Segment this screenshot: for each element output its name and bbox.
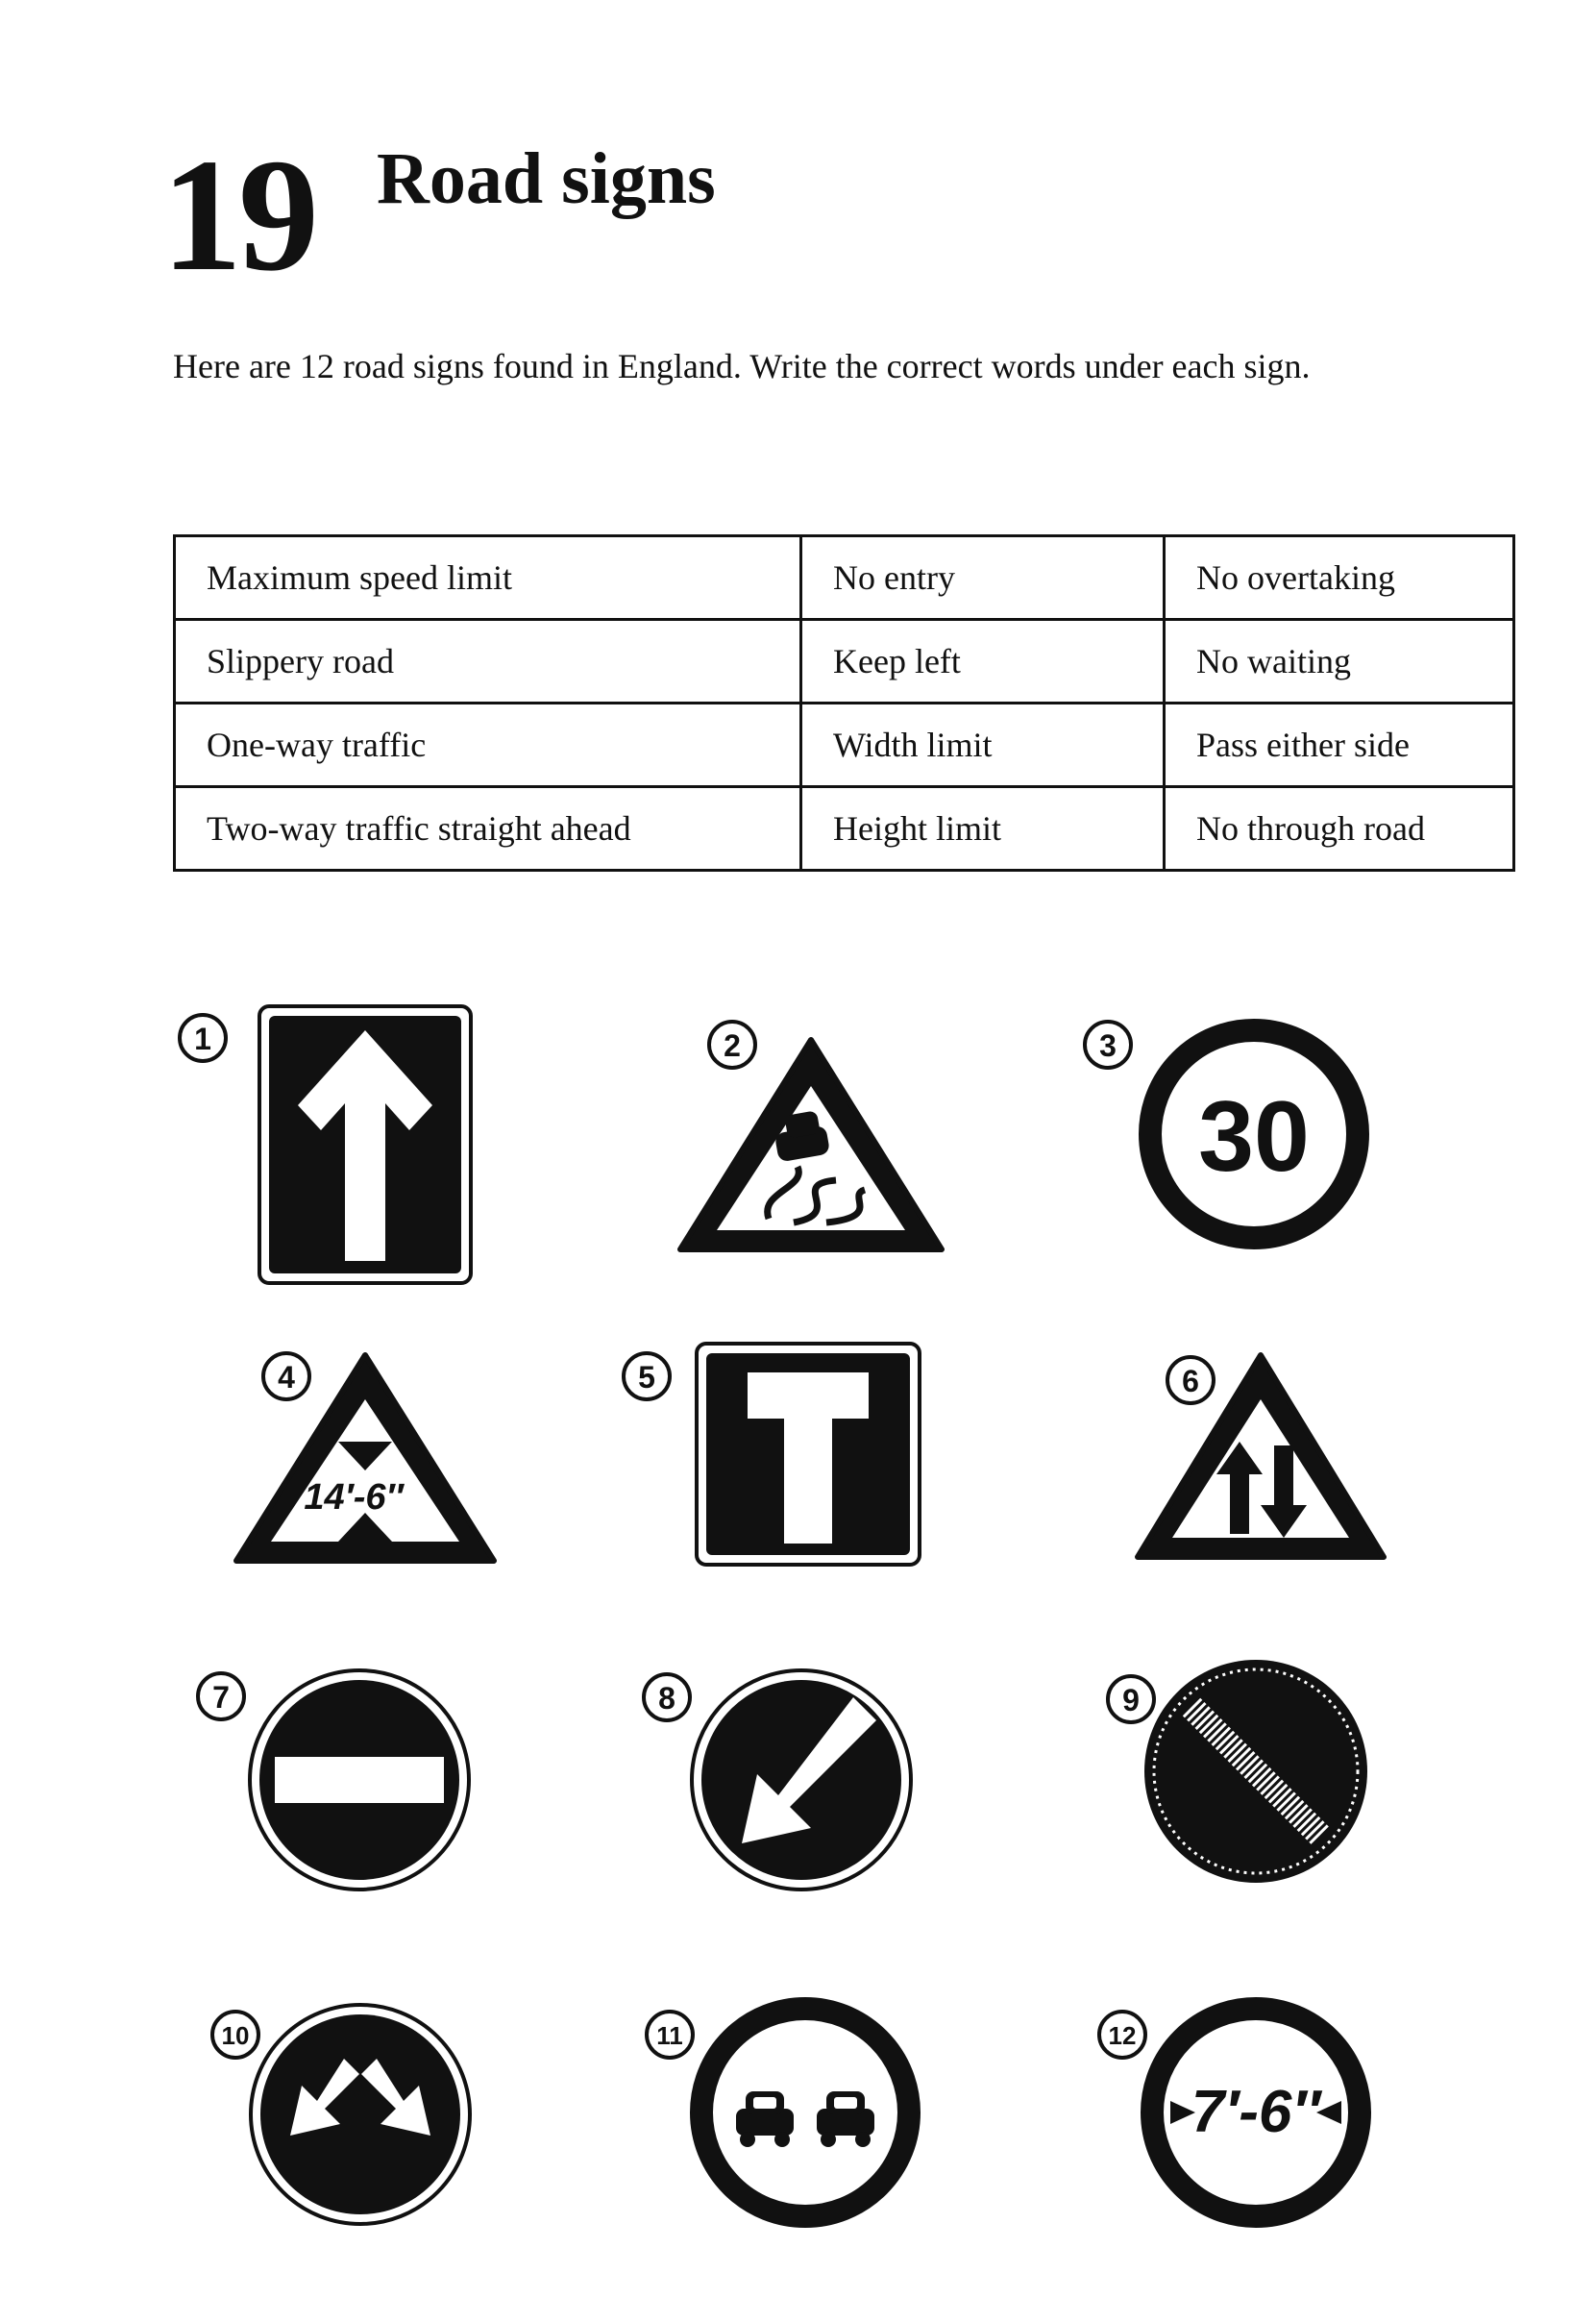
- sign-number-badge: [1167, 1357, 1214, 1403]
- svg-text:10: 10: [221, 2021, 250, 2050]
- sign-number-badge: [180, 1015, 226, 1061]
- svg-text:7′-6″: 7′-6″: [1191, 2079, 1321, 2145]
- svg-text:11: 11: [656, 2021, 683, 2050]
- table-cell: One-way traffic: [175, 704, 801, 787]
- pass-either-side-sign-icon: [251, 2005, 470, 2224]
- chapter-number: 19: [161, 126, 315, 305]
- table-cell: No overtaking: [1165, 536, 1514, 620]
- sign-8: [644, 1670, 911, 1890]
- no-overtaking-sign-icon: [701, 2009, 909, 2216]
- table-cell: Height limit: [801, 787, 1165, 871]
- sign-4: [236, 1353, 494, 1561]
- sign-number-badge: [1099, 2012, 1145, 2058]
- one-way-arrow-sign-icon: [259, 1006, 471, 1283]
- no-through-road-sign-icon: [697, 1344, 920, 1565]
- sign-number-badge: [644, 1674, 690, 1720]
- sign-9: [1108, 1660, 1367, 1883]
- sign-12: [1099, 2009, 1360, 2216]
- svg-text:14′-6″: 14′-6″: [304, 1477, 404, 1518]
- speed-limit-sign-icon: [1150, 1030, 1358, 1238]
- table-cell: No through road: [1165, 787, 1514, 871]
- sign-number-badge: [647, 2012, 693, 2058]
- sign-number-badge: [1108, 1676, 1154, 1722]
- keep-left-sign-icon: [692, 1670, 911, 1890]
- svg-text:5: 5: [638, 1360, 655, 1395]
- sign-number-badge: [624, 1353, 670, 1399]
- table-cell: Slippery road: [175, 620, 801, 704]
- svg-text:7: 7: [212, 1680, 230, 1715]
- table-cell: Keep left: [801, 620, 1165, 704]
- svg-text:6: 6: [1182, 1364, 1199, 1398]
- sign-2: [680, 1022, 942, 1249]
- sign-number-badge: [212, 2012, 258, 2058]
- svg-text:12: 12: [1108, 2021, 1137, 2050]
- table-cell: Pass either side: [1165, 704, 1514, 787]
- slippery-road-sign-icon: [680, 1040, 942, 1249]
- svg-text:2: 2: [724, 1028, 741, 1063]
- svg-text:1: 1: [194, 1022, 211, 1056]
- table-cell: Width limit: [801, 704, 1165, 787]
- table-cell: Maximum speed limit: [175, 536, 801, 620]
- sign-6: [1138, 1355, 1384, 1557]
- table-cell: No entry: [801, 536, 1165, 620]
- table-cell: No waiting: [1165, 620, 1514, 704]
- svg-text:4: 4: [278, 1360, 295, 1395]
- svg-text:30: 30: [1198, 1081, 1310, 1193]
- no-waiting-sign-icon: [1144, 1660, 1367, 1883]
- sign-11: [647, 2009, 909, 2216]
- sign-number-badge: [709, 1022, 755, 1068]
- sign-number-badge: [263, 1353, 309, 1399]
- sign-3: [1085, 1022, 1358, 1238]
- page-title: Road signs: [377, 138, 716, 219]
- instructions-text: Here are 12 road signs found in England. Write the correct words under each sign.: [173, 347, 1311, 385]
- sign-7: [198, 1670, 469, 1890]
- svg-text:3: 3: [1099, 1028, 1117, 1063]
- svg-text:9: 9: [1122, 1683, 1140, 1717]
- width-limit-sign-icon: [1152, 2009, 1360, 2216]
- sign-number-badge: [1085, 1022, 1131, 1068]
- sign-1: [180, 1006, 471, 1283]
- sign-number-badge: [198, 1673, 244, 1719]
- table-cell: Two-way traffic straight ahead: [175, 787, 801, 871]
- sign-5: [624, 1344, 920, 1565]
- svg-text:8: 8: [658, 1681, 675, 1716]
- sign-10: [212, 2005, 470, 2224]
- no-entry-sign-icon: [250, 1670, 469, 1890]
